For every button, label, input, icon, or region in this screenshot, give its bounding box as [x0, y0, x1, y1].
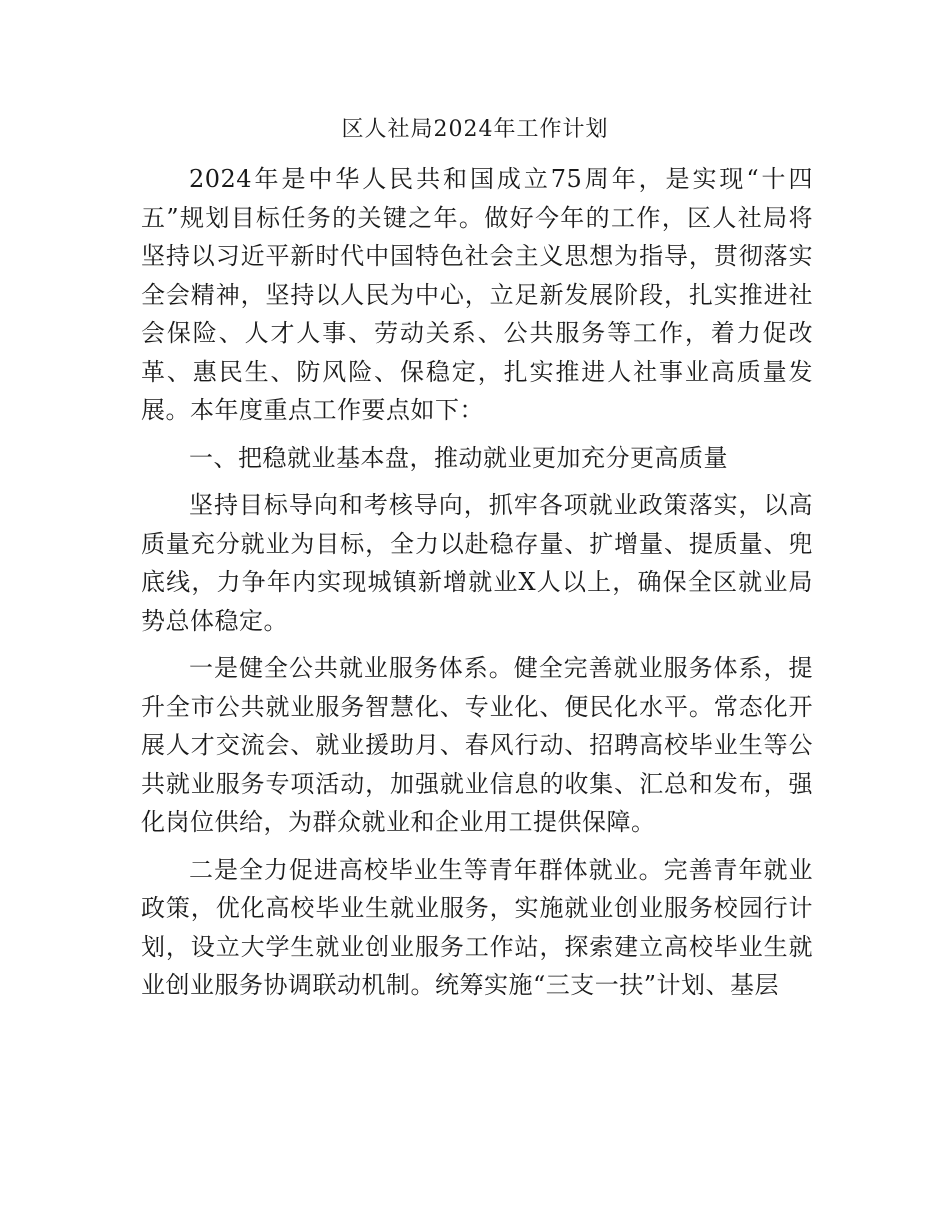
item-1-paragraph: 一是健全公共就业服务体系。健全完善就业服务体系，提升全市公共就业服务智慧化、专业化、便民化水平。常态化开展人才交流会、就业援助月、春风行动、招聘高校毕业生等公共就业服务专项活动，加强就业信息的收集、汇总和发布，强化岗位供给，为群众就业和企业用工提供保障。: [141, 654, 813, 836]
section-1-summary-paragraph: 坚持目标导向和考核导向，抓牢各项就业政策落实，以高质量充分就业为目标，全力以赴稳存量、扩增量、提质量、兜底线，力争年内实现城镇新增就业X人以上，确保全区就业局势总体稳定。: [141, 491, 813, 635]
intro-paragraph: 2024年是中华人民共和国成立75周年，是实现“十四五”规划目标任务的关键之年。做好今年的工作，区人社局将坚持以习近平新时代中国特色社会主义思想为指导，贯彻落实全会精神，坚持以人民为中心，立足新发展阶段，扎实推进社会保险、人才人事、劳动关系、公共服务等工作，着力促改革、惠民生、防风险、保稳定，扎实推进人社事业高质量发展。本年度重点工作要点如下：: [141, 165, 813, 424]
document-body: [141, 160, 813, 1014]
item-2-paragraph: 二是全力促进高校毕业生等青年群体就业。完善青年就业政策，优化高校毕业生就业服务，实施就业创业服务校园行计划，设立大学生就业创业服务工作站，探索建立高校毕业生就业创业服务协调联动机制。统筹实施“三支一扶”计划、基层: [141, 855, 813, 999]
section-heading-1: 一、把稳就业基本盘，推动就业更加充分更高质量: [189, 443, 728, 472]
document-title: 区人社局2024年工作计划: [341, 117, 609, 142]
